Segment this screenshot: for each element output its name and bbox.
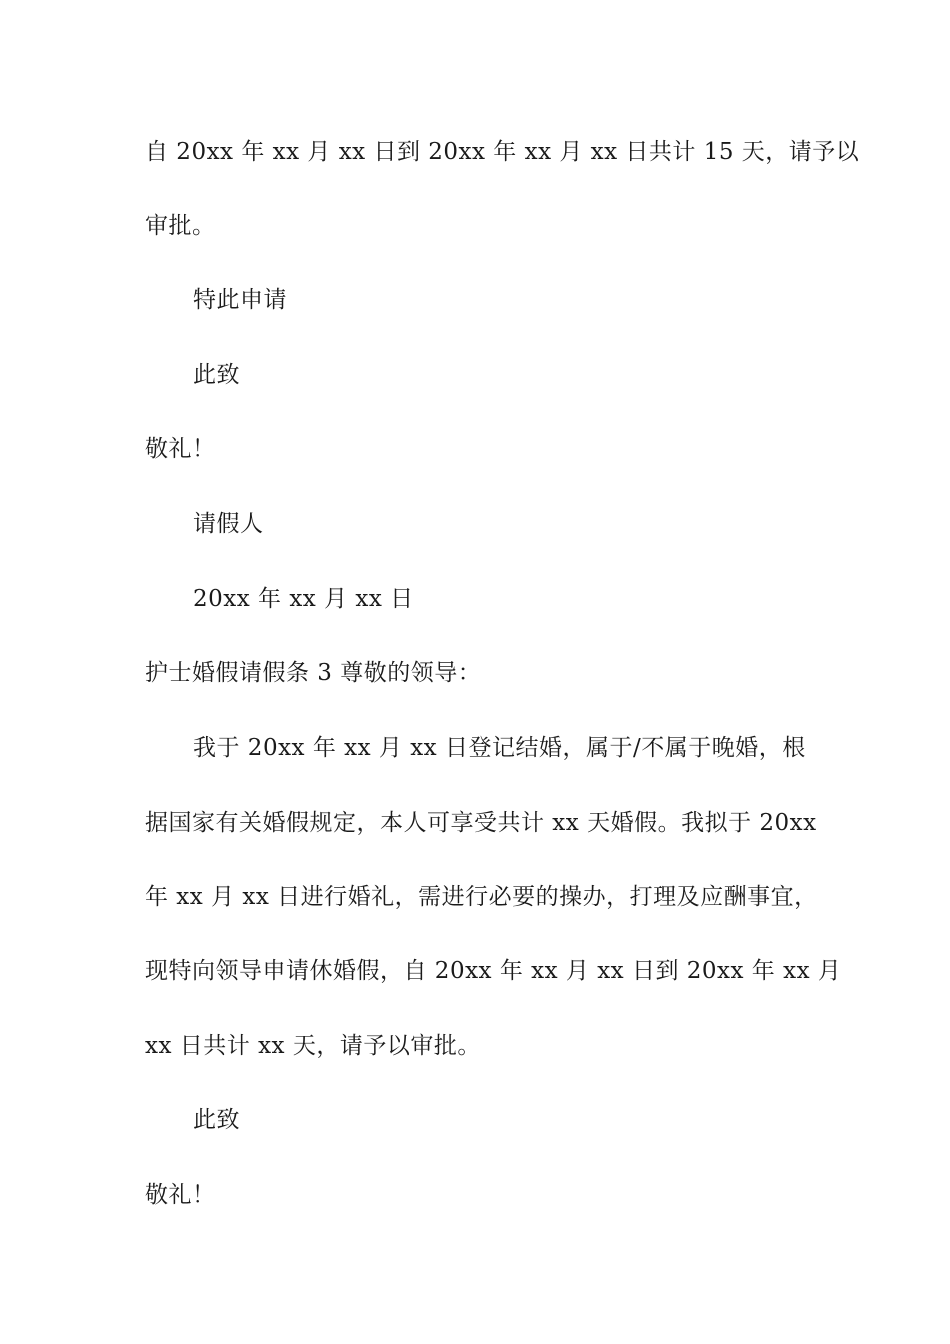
closing-salutation: 此致 <box>193 1107 240 1133</box>
closing-request: 特此申请 <box>193 287 287 313</box>
closing-regards: 敬礼！ <box>145 436 216 462</box>
closing-salutation: 此致 <box>193 362 240 388</box>
body-text-line: 审批。 <box>145 213 216 239</box>
body-text-line: 我于 20xx 年 xx 月 xx 日登记结婚，属于/不属于晚婚，根 <box>193 735 806 761</box>
body-text-line: 现特向领导申请休婚假，自 20xx 年 xx 月 xx 日到 20xx 年 xx 月 <box>145 958 842 984</box>
body-text-line: 自 20xx 年 xx 月 xx 日到 20xx 年 xx 月 xx 日共计 15 天，请予以 <box>145 139 860 165</box>
closing-regards: 敬礼！ <box>145 1182 216 1208</box>
signature-date: 20xx 年 xx 月 xx 日 <box>193 586 414 612</box>
body-text-line: 据国家有关婚假规定，本人可享受共计 xx 天婚假。我拟于 20xx <box>145 810 817 836</box>
body-text-line: xx 日共计 xx 天，请予以审批。 <box>145 1033 481 1059</box>
body-text-line: 年 xx 月 xx 日进行婚礼，需进行必要的操办，打理及应酬事宜， <box>145 884 818 910</box>
section-heading: 护士婚假请假条 3 尊敬的领导： <box>145 660 482 686</box>
signature-applicant: 请假人 <box>193 511 264 537</box>
